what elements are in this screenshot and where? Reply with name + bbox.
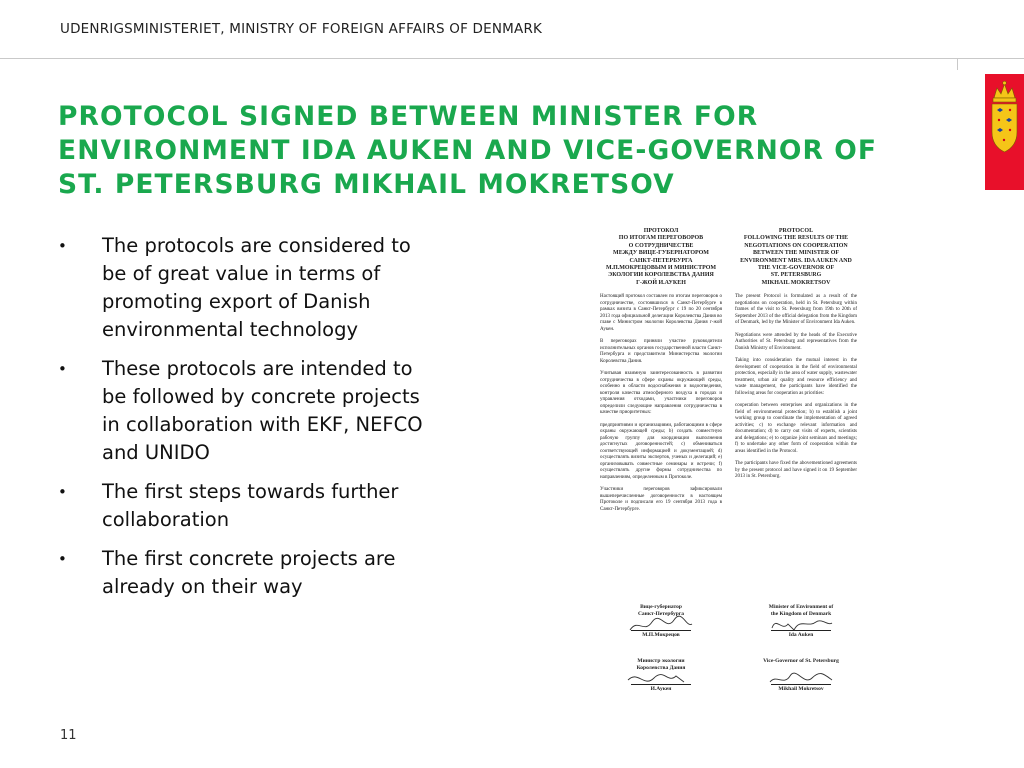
document-paragraph: Учитывая взаимную заинтересованность в развитии сотрудничества в сфере охраны окружающей среды, особенно в области водоснабжения и водоотведения, контроля качества атмосферного воздуха в городах и управления отходами, участники переговоров определили следующие направления сотрудничества в качестве приоритетных: <box>600 371 722 416</box>
signature-title: Королевства Дания <box>636 665 686 671</box>
heading-line: МЕЖДУ ВИЦЕ-ГУБЕРНАТОРОМ <box>613 250 709 257</box>
document-english-column <box>735 228 857 487</box>
document-russian-column <box>600 228 722 519</box>
signature-name: Ida Auken <box>788 632 814 638</box>
header-ministry-name: UDENRIGSMINISTERIET, MINISTRY OF FOREIGN AFFAIRS OF DENMARK <box>60 21 543 37</box>
bullet-dot-icon: • <box>58 237 67 255</box>
bullet-line: environmental technology <box>102 318 359 341</box>
heading-line: MIKHAIL MOKRETSOV <box>761 279 831 286</box>
bullet-line: in collaboration with EKF, NEFCO <box>102 413 423 436</box>
handwritten-signature <box>626 614 696 636</box>
handwritten-signature <box>766 668 836 690</box>
bullet-line: The first steps towards further <box>102 480 399 503</box>
signature-title: Вице-губернатор <box>640 604 682 610</box>
header-divider <box>0 58 1024 59</box>
protocol-document-image <box>596 228 862 704</box>
bullet-list <box>58 232 488 612</box>
signature-title: Министр экологии <box>637 658 685 664</box>
heading-line: BETWEEN THE MINISTER OF <box>752 250 840 257</box>
bullet-item <box>58 545 488 601</box>
document-paragraph: The present Protocol is formulated as a result of the negotiations on cooperation, held in St. Petersburg within frames of the visit to St. Petersburg from 19th to 20th of September 2013 of the official delegation from the Kingdom of Denmark, led by the Minister of Environment Ida Auken. <box>735 294 857 326</box>
document-en-body <box>735 294 857 481</box>
handwritten-signature <box>766 614 836 636</box>
heading-line: FOLLOWING THE RESULTS OF THE <box>743 235 849 242</box>
signature-name: М.П.Мокрецов <box>642 632 680 638</box>
heading-line: THE VICE-GOVERNOR OF <box>757 265 835 272</box>
title-line: ST. PETERSBURG MIKHAIL MOKRETSOV <box>58 169 675 200</box>
signature-name: Mikhail Mokretsov <box>778 686 824 692</box>
header-divider-tick <box>957 58 958 70</box>
title-line: ENVIRONMENT IDA AUKEN AND VICE-GOVERNOR OF <box>58 135 878 166</box>
bullet-line: promoting export of Danish <box>102 290 371 313</box>
document-paragraph: Участники переговоров зафиксировали вышеперечисленные договоренности в настоящем Протоколе и подписали его 19 сентября 2013 года в Санкт-Петербурге. <box>600 487 722 512</box>
bullet-dot-icon: • <box>58 550 67 568</box>
signature-title: Minister of Environment of <box>768 604 834 610</box>
bullet-item <box>58 355 488 467</box>
document-en-heading <box>735 228 857 287</box>
bullet-line: already on their way <box>102 575 303 598</box>
document-paragraph: cooperation between enterprises and organizations in the field of environmental protection; b) to establish a joint working group to coordinate the implementation of agreed activities; c) to exchange relevant information and documentation; d) to carry out visits of experts, scientists and delegations; e) to organize joint seminars and meetings; f) to undertake any other form of cooperation within the areas identified in the Protocol. <box>735 403 857 454</box>
document-paragraph: Negotiations were attended by the heads of the Executive Authorities of St. Petersburg and representatives from the Danish Ministry of Environment. <box>735 332 857 351</box>
slide-title <box>58 100 938 202</box>
heading-line: ЭКОЛОГИИ КОРОЛЕВСТВА ДАНИЯ <box>608 272 714 279</box>
heading-line: ENVIRONMENT MRS. IDA AUKEN AND <box>740 257 852 264</box>
document-ru-body <box>600 294 722 513</box>
document-paragraph: The participants have fixed the abovementioned agreements by the present protocol and have signed it on 19 September 2013 in St. Petersburg. <box>735 461 857 480</box>
heading-line: ПРОТОКОЛ <box>643 228 679 234</box>
heading-line: NEGOTIATIONS ON COOPERATION <box>744 242 848 249</box>
signature-title: Vice-Governor of St. Petersburg <box>763 658 839 664</box>
bullet-line: collaboration <box>102 508 230 531</box>
bullet-dot-icon: • <box>58 360 67 378</box>
bullet-line: The first concrete projects are <box>102 547 396 570</box>
bullet-line: These protocols are intended to <box>102 357 413 380</box>
bullet-line: be of great value in terms of <box>102 262 381 285</box>
heading-line: PROTOCOL <box>778 228 814 234</box>
signature-name: И.Аукен <box>650 686 672 692</box>
heading-line: М.П.МОКРЕЦОВЫМ И МИНИСТРОМ <box>605 265 717 272</box>
heading-line: О СОТРУДНИЧЕСТВЕ <box>628 242 694 249</box>
bullet-dot-icon: • <box>58 483 67 501</box>
bullet-line: be followed by concrete projects <box>102 385 420 408</box>
document-paragraph: Taking into consideration the mutual interest in the development of cooperation in the field of environmental protection, especially in the area of water supply, wastewater treatment, urban air quality and resource efficiency and waste management, the participants have identified the following areas for cooperation as priorities: <box>735 358 857 396</box>
bullet-line: and UNIDO <box>102 441 210 464</box>
bullet-item <box>58 478 488 534</box>
danish-coat-of-arms-icon <box>988 80 1021 160</box>
bullet-line: The protocols are considered to <box>102 234 411 257</box>
heading-line: Г-ЖОЙ И.АУКЕН <box>636 279 686 286</box>
handwritten-signature <box>624 668 694 690</box>
signature-title: Санкт-Петербурга <box>637 611 685 617</box>
title-line: PROTOCOL SIGNED BETWEEN MINISTER FOR <box>58 101 759 132</box>
heading-line: ПО ИТОГАМ ПЕРЕГОВОРОВ <box>618 235 704 242</box>
heading-line: САНКТ-ПЕТЕРБУРГА <box>629 257 693 264</box>
page-number: 11 <box>60 728 77 743</box>
document-paragraph: В переговорах приняли участие руководители исполнительных органов государственной власти Санкт-Петербурга и представители Министерства экологии Королевства Дания. <box>600 339 722 364</box>
bullet-item <box>58 232 488 344</box>
document-paragraph: Настоящий протокол составлен по итогам переговоров о сотрудничестве, состоявшихся в Санкт-Петербурге в рамках визита в Санкт-Петербург с 19 по 20 сентября 2013 года официальной делегации Королевства Дания во главе с Министром экологии Королевства Дания г-жой Аукен. <box>600 294 722 332</box>
signature-title: the Kingdom of Denmark <box>770 611 832 617</box>
document-ru-heading <box>600 228 722 287</box>
document-paragraph: предприятиями и организациями, работающими в сфере охраны окружающей среды; b) создать совместную рабочую группу для координации выполнения достигнутых договоренностей; c) обмениваться соответствующей информацией и документацией; d) осуществлять визиты экспертов, ученых и делегаций; e) организовывать совместные семинары и встречи; f) осуществлять другие формы сотрудничества по направлениям, определенным в Протоколе. <box>600 422 722 480</box>
heading-line: ST. PETERSBURG <box>770 272 822 279</box>
